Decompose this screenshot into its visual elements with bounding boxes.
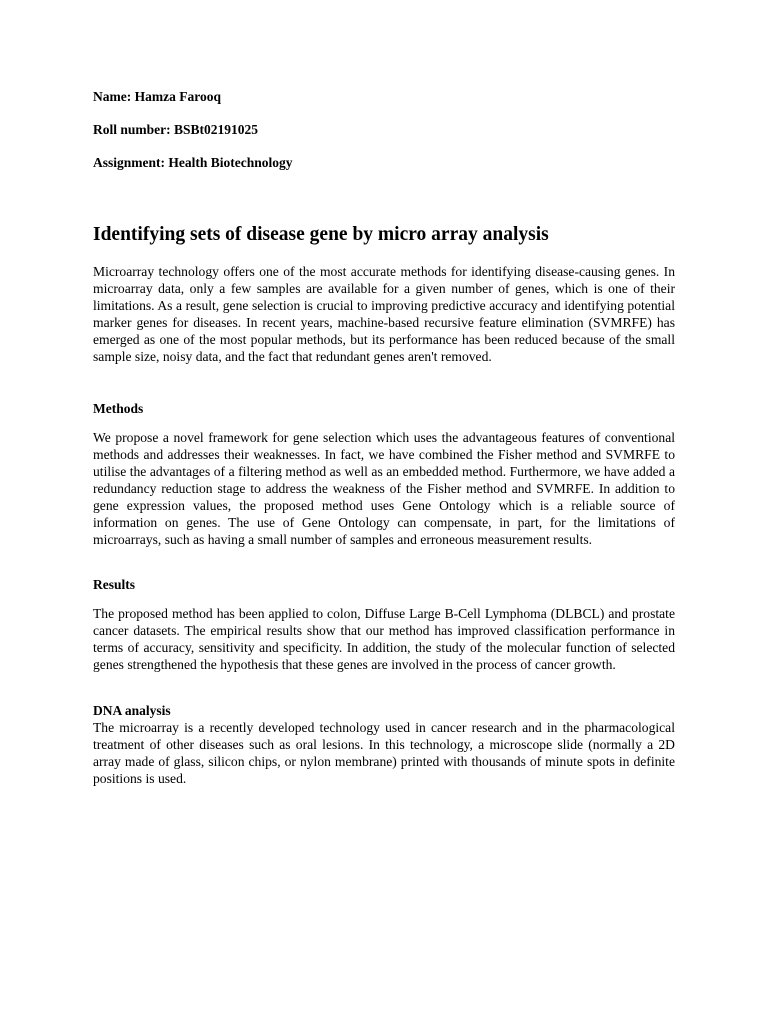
student-name: Name: Hamza Farooq: [93, 89, 221, 104]
methods-heading: Methods: [93, 401, 144, 416]
methods-paragraph: We propose a novel framework for gene selection which uses the advantageous features of conventional methods and addresses their weaknesses. In fact, we have combined the Fisher method and SVMRFE to utilise the advantages of a filtering method as well as an embedded method. Furthermore, we have added a redundancy reduction stage to address the weakness of the Fisher method and SVMRFE. In addition to gene expression values, the proposed method uses Gene Ontology which is a reliable source of information on genes. The use of Gene Ontology can compensate, in part, for the limitations of microarrays, such as having a small number of samples and erroneous measurement results.: [93, 430, 675, 547]
dna-analysis-heading: DNA analysis: [93, 703, 171, 718]
results-heading: Results: [93, 577, 136, 592]
document-title: Identifying sets of disease gene by micro array analysis: [93, 224, 549, 245]
dna-analysis-paragraph: The microarray is a recently developed technology used in cancer research and in the pharmacological treatment of other diseases such as oral lesions. In this technology, a microscope slide (normally a 2D array made of glass, silicon chips, or nylon membrane) printed with thousands of minute spots in definite positions is used.: [93, 720, 675, 786]
intro-paragraph: Microarray technology offers one of the most accurate methods for identifying disease-causing genes. In microarray data, only a few samples are available for a given number of genes, which is one of their limitations. As a result, gene selection is crucial to improving predictive accuracy and identifying potential marker genes for diseases. In recent years, machine-based recursive feature elimination (SVMRFE) has emerged as one of the most popular methods, but its performance has been reduced because of the small sample size, noisy data, and the fact that redundant genes aren't removed.: [93, 264, 675, 364]
roll-number: Roll number: BSBt02191025: [93, 122, 259, 137]
results-paragraph: The proposed method has been applied to colon, Diffuse Large B-Cell Lymphoma (DLBCL) and prostate cancer datasets. The empirical results show that our method has improved classification performance in terms of accuracy, sensitivity and specificity. In addition, the study of the molecular function of selected genes strengthened the hypothesis that these genes are involved in the process of cancer growth.: [93, 606, 675, 672]
assignment-title: Assignment: Health Biotechnology: [93, 155, 293, 170]
